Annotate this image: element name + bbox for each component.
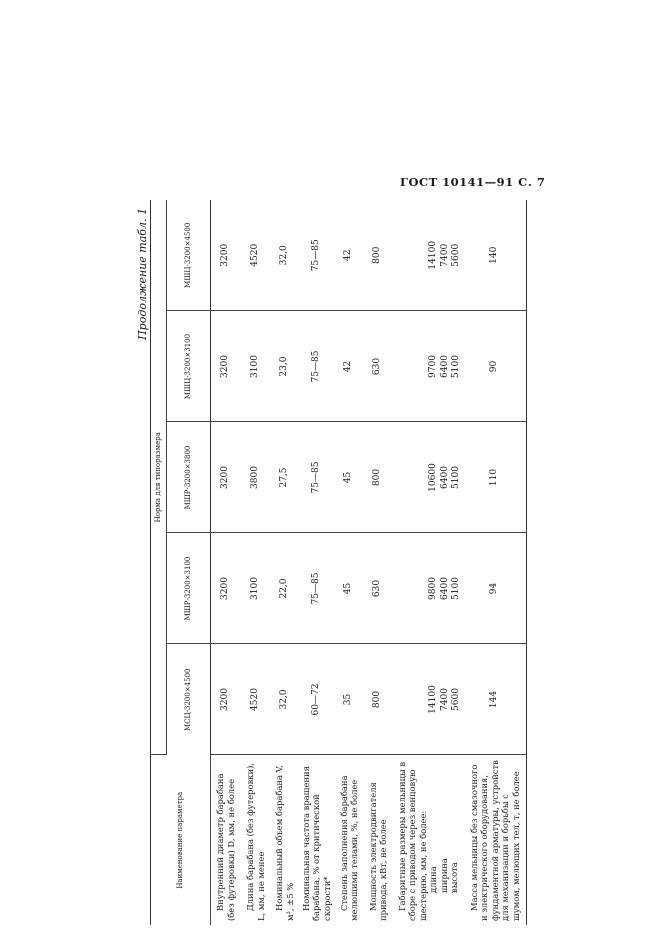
table-cell: 60—72 [299,644,335,755]
table-cell: 3100 [241,311,271,422]
cell-line: 10600 [428,463,439,492]
table-row [241,200,271,925]
cell-line: 14100 [428,685,439,714]
table-cell [392,644,464,755]
table-cell: 45 [334,422,364,533]
table-caption: Продолжение табл. 1 [136,208,149,340]
table-cell: 3100 [241,533,271,644]
table-cell: 3800 [241,422,271,533]
param-name [392,755,464,925]
table-cell: 3200 [211,422,241,533]
table-cell: 800 [364,644,392,755]
table-row [271,200,299,925]
table-cell: 42 [334,311,364,422]
cell-line: 5100 [450,577,461,600]
param-name: Номинальная частота вращения барабана, % от критической скорости* [300,766,332,921]
cell-line: 6400 [439,577,450,600]
column-header: МШР-3200×3800 [167,422,211,533]
table-cell: 800 [364,422,392,533]
table-cell: 27,5 [271,422,299,533]
table-cell: 32,0 [271,200,299,311]
param-name: Длина барабана (без футеровки), L, мм, не менее [245,762,266,921]
param-name: Степень заполнения барабана мелющими телами, %, не более [338,775,359,921]
cell-line: 9700 [428,355,439,378]
table-cell: 45 [334,533,364,644]
table-cell [392,422,464,533]
table-row [334,200,364,925]
table-cell: 22,0 [271,533,299,644]
param-name: Внутренний диаметр барабана (без футеровки) D, мм, не более [215,773,236,921]
table-cell: 110 [464,422,526,533]
cell-line: 5100 [450,355,461,378]
table-cell: 4520 [241,644,271,755]
param-name: Масса мельницы без смазочного и электрического оборудования, фундаментной арматуры, устройств для механизации и борьбы с шумом, мелющих тел, т, не более [468,760,521,921]
table-cell: 630 [364,311,392,422]
cell-line: 5600 [450,243,461,267]
table-cell: 75—85 [299,422,335,533]
table-cell: 144 [464,644,526,755]
table-cell: 3200 [211,311,241,422]
param-name-text: Габаритные размеры мельницы в сборе с приводом через венцовую шестерню, мм, не более: [396,761,428,921]
param-name: Мощность электродвигателя привода, кВт, не более [367,782,388,921]
column-header: МСЦ-3200×4500 [167,644,211,755]
param-column-header: Наименование параметра [151,755,211,925]
cell-line: 7400 [439,243,450,267]
column-header: МШР-3200×3100 [167,533,211,644]
table-row [464,200,526,925]
cell-line: 9800 [428,577,439,600]
group-header: Норма для типоразмера [151,200,167,755]
column-header: МШЦ-3200×4500 [167,200,211,311]
table-cell: 35 [334,644,364,755]
param-sub-length: длина [428,866,438,893]
table-cell: 90 [464,311,526,422]
table-row [211,200,241,925]
param-name: Номинальный объем барабана V, м³, ±5 % [274,765,295,921]
table-cell [392,533,464,644]
table-cell: 75—85 [299,311,335,422]
cell-line: 5100 [450,466,461,489]
table-cell: 3200 [211,644,241,755]
rotated-table-frame [136,200,521,925]
cell-line: 14100 [428,240,439,270]
table-row [392,200,464,925]
table-cell: 75—85 [299,533,335,644]
page-header: ГОСТ 10141—91 С. 7 [400,175,546,189]
cell-line: 6400 [439,466,450,489]
table-cell: 630 [364,533,392,644]
table-cell: 75—85 [299,200,335,311]
table-cell: 23,0 [271,311,299,422]
table-cell: 32,0 [271,644,299,755]
table-cell: 4520 [241,200,271,311]
table-cell [392,311,464,422]
table-cell: 3200 [211,533,241,644]
table-row [364,200,392,925]
parameters-table [150,200,527,925]
table-cell: 140 [464,200,526,311]
param-sub-height: высота [449,862,459,893]
table-cell [392,200,464,311]
table-row [299,200,335,925]
cell-line: 6400 [439,355,450,378]
param-sub-width: ширина [438,858,449,893]
table-cell: 3200 [211,200,241,311]
table-cell: 94 [464,533,526,644]
cell-line: 5600 [450,688,461,711]
table-cell: 800 [364,200,392,311]
table-cell: 42 [334,200,364,311]
cell-line: 7400 [439,688,450,711]
column-header: МШЦ-3200×3100 [167,311,211,422]
